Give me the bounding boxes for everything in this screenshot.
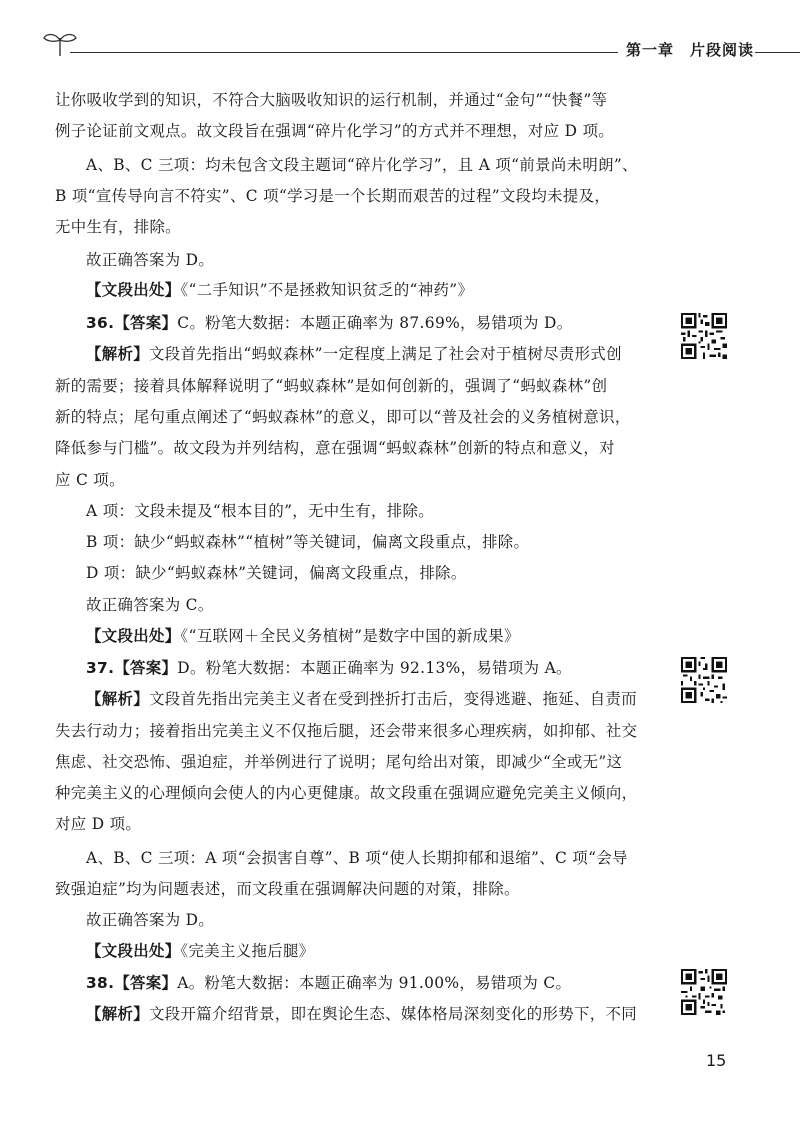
answer-line: 故正确答案为 D。 (86, 251, 215, 269)
text-line: 无中生有，排除。 (55, 218, 181, 236)
chapter-label: 第一章 (626, 41, 675, 59)
text-line: 让你吸收学到的知识，不符合大脑吸收知识的运行机制，并通过“金句”“快餐”等 (55, 91, 608, 109)
qr-code-icon[interactable] (681, 657, 727, 703)
qr-code-icon[interactable] (681, 313, 727, 359)
text-line: 对应 D 项。 (55, 815, 142, 833)
text-line: D 项：缺少“蚂蚁森林”关键词，偏离文段重点，排除。 (86, 564, 467, 582)
answer-tag: 38.【答案】 (86, 974, 178, 992)
answer-header-38 (86, 972, 571, 994)
answer-text: A。粉笔大数据：本题正确率为 91.00%，易错项为 C。 (177, 974, 572, 992)
text-line: 新的特点；尾句重点阐述了“蚂蚁森林”的意义，即可以“普及社会的义务植树意识， (55, 408, 631, 426)
answer-text: D。粉笔大数据：本题正确率为 92.13%，易错项为 A。 (177, 659, 572, 677)
analysis-text: 文段开篇介绍背景，即在舆论生态、媒体格局深刻变化的形势下，不同 (148, 1005, 637, 1023)
text-line: 例子论证前文观点。故文段旨在强调“碎片化学习”的方式并不理想，对应 D 项。 (55, 122, 615, 140)
analysis-text: 文段首先指出“蚂蚁森林”一定程度上满足了社会对于植树尽责形式创 (148, 345, 622, 363)
analysis-line (86, 688, 637, 710)
text-line: 失去行动力；接着指出完美主义不仅拖后腿，还会带来很多心理疾病，如抑郁、社交 (55, 722, 638, 740)
source-line (86, 625, 520, 647)
answer-text: C。粉笔大数据：本题正确率为 87.69%，易错项为 D。 (177, 314, 573, 332)
answer-tag: 36.【答案】 (86, 314, 178, 332)
source-tag: 【文段出处】 (86, 942, 181, 960)
source-line (86, 940, 314, 962)
source-tag: 【文段出处】 (86, 627, 181, 645)
source-title: 《“二手知识”不是拯救知识贫乏的“神药”》 (180, 281, 474, 299)
text-line: 新的需要；接着具体解释说明了“蚂蚁森林”是如何创新的，强调了“蚂蚁森林”创 (55, 377, 608, 395)
text-line: A、B、C 三项：A 项“会损害自尊”、B 项“使人长期抑郁和退缩”、C 项“会导 (86, 849, 628, 867)
source-line (86, 279, 473, 301)
analysis-line (86, 343, 622, 365)
source-title: 《“互联网＋全民义务植树”是数字中国的新成果》 (180, 627, 520, 645)
text-line: 降低参与门槛”。故文段为并列结构，意在强调“蚂蚁森林”创新的特点和意义，对 (55, 439, 615, 457)
text-line: 致强迫症”均为问题表述，而文段重在强调解决问题的对策，排除。 (55, 880, 520, 898)
text-line: 焦虑、社交恐怖、强迫症，并举例进行了说明；尾句给出对策，即减少“全或无”这 (55, 753, 623, 771)
answer-line: 故正确答案为 C。 (86, 596, 214, 614)
answer-header-36 (86, 312, 572, 334)
analysis-tag: 【解析】 (86, 345, 149, 363)
answer-header-37 (86, 657, 572, 679)
answer-line: 故正确答案为 D。 (86, 911, 215, 929)
analysis-text: 文段首先指出完美主义者在受到挫折打击后，变得逃避、拖延、自责而 (148, 690, 637, 708)
qr-code-icon[interactable] (681, 969, 727, 1015)
text-line: B 项“宣传导向言不符实”、C 项“学习是一个长期而艰苦的过程”文段均未提及， (55, 187, 611, 205)
section-label: 片段阅读 (690, 41, 755, 59)
text-line: B 项：缺少“蚂蚁森林”“植树”等关键词，偏离文段重点，排除。 (86, 533, 530, 551)
analysis-tag: 【解析】 (86, 690, 149, 708)
text-line: 应 C 项。 (55, 471, 125, 489)
answer-tag: 37.【答案】 (86, 659, 178, 677)
analysis-line (86, 1003, 637, 1025)
source-tag: 【文段出处】 (86, 281, 181, 299)
text-line: 种完美主义的心理倾向会使人的内心更健康。故文段重在强调应避免完美主义倾向， (55, 784, 638, 802)
text-line: A、B、C 三项：均未包含文段主题词“碎片化学习”，且 A 项“前景尚未明朗”、 (86, 156, 638, 174)
text-line: A 项：文段未提及“根本目的”，无中生有，排除。 (86, 502, 434, 520)
analysis-tag: 【解析】 (86, 1005, 149, 1023)
source-title: 《完美主义拖后腿》 (180, 942, 315, 960)
page-number: 15 (706, 1051, 727, 1070)
